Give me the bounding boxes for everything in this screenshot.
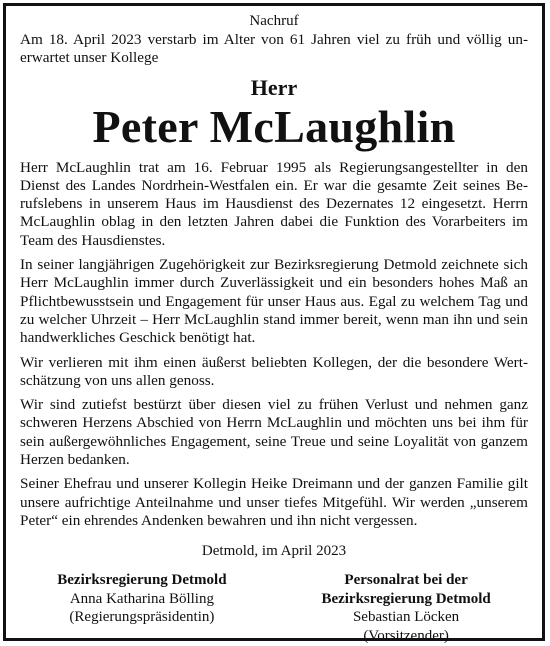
paragraph-3: Wir verlieren mit ihm einen äußerst beliebten Kollegen, der die besondere Wertschätzung von uns allen genoss.: [20, 353, 528, 389]
signer-role: (Vorsitzender): [363, 627, 449, 644]
signer-org: Personalrat bei der: [344, 572, 468, 589]
paragraph-2: In seiner langjährigen Zugehörigkeit zur Bezirksregierung Detmold zeichnete sich Herr McLaughlin immer durch Zuverlässigkeit und ein besonders hohes Maß an Pflichtbewusstsein und Engagement für unser Haus aus. Egal zu welchem Tag und zu welcher Uhrzeit – Herr McLaughlin stand immer bereit, wenn man ihn und sein handwerkliches Geschick benötigt hat.: [20, 256, 528, 347]
signers: [20, 571, 528, 645]
intro-text: Am 18. April 2023 verstarb im Alter von 61 Jahren viel zu früh und völlig unerwartet unser Kollege: [20, 31, 528, 67]
obituary-content: [20, 12, 528, 645]
signer-right: [284, 571, 528, 645]
paragraph-4: Wir sind zutiefst bestürzt über diesen viel zu frühen Verlust und nehmen ganz schweren Herzens Abschied von Herrn McLaughlin und möchten uns bei ihm für sein außergewöhnliches Engagement, seine Treue und seine Loyalität von ganzem Herzen bedanken.: [20, 396, 528, 469]
signer-person: Sebastian Löcken: [352, 609, 460, 626]
signer-person: Anna Katharina Bölling: [69, 590, 214, 607]
salutation: Herr: [250, 74, 298, 100]
signer-left: [20, 571, 264, 645]
deceased-name: Peter McLaughlin: [92, 100, 456, 152]
signer-org-line2: Bezirksregierung Detmold: [321, 590, 491, 607]
signer-org: Bezirksregierung Detmold: [57, 572, 227, 589]
paragraph-5: Seiner Ehefrau und unserer Kollegin Heike Dreimann und der ganzen Familie gilt unsere aufrichtige Anteilnahme und unser tiefes Mitgefühl. Wir werden „unserem Peter“ ein ehrendes Andenken bewahren und ihn nicht vergessen.: [20, 475, 528, 529]
notice-label: Nachruf: [249, 13, 299, 29]
obituary-frame: [3, 3, 545, 644]
signer-role: (Regierungspräsidentin): [69, 609, 215, 626]
place-date: Detmold, im April 2023: [201, 543, 347, 560]
paragraph-1: Herr McLaughlin trat am 16. Februar 1995 als Regierungsangestellter in den Dienst des Landes Nordrhein-Westfalen ein. Er war die gesamte Zeit seines Berufslebens in unserem Haus im Hausdienst des Dezernates 12 eingesetzt. Herrn McLaughlin oblag in den letzten Jahren dabei die Funktion des Vorarbeiters im Team des Hausdienstes.: [20, 158, 528, 249]
